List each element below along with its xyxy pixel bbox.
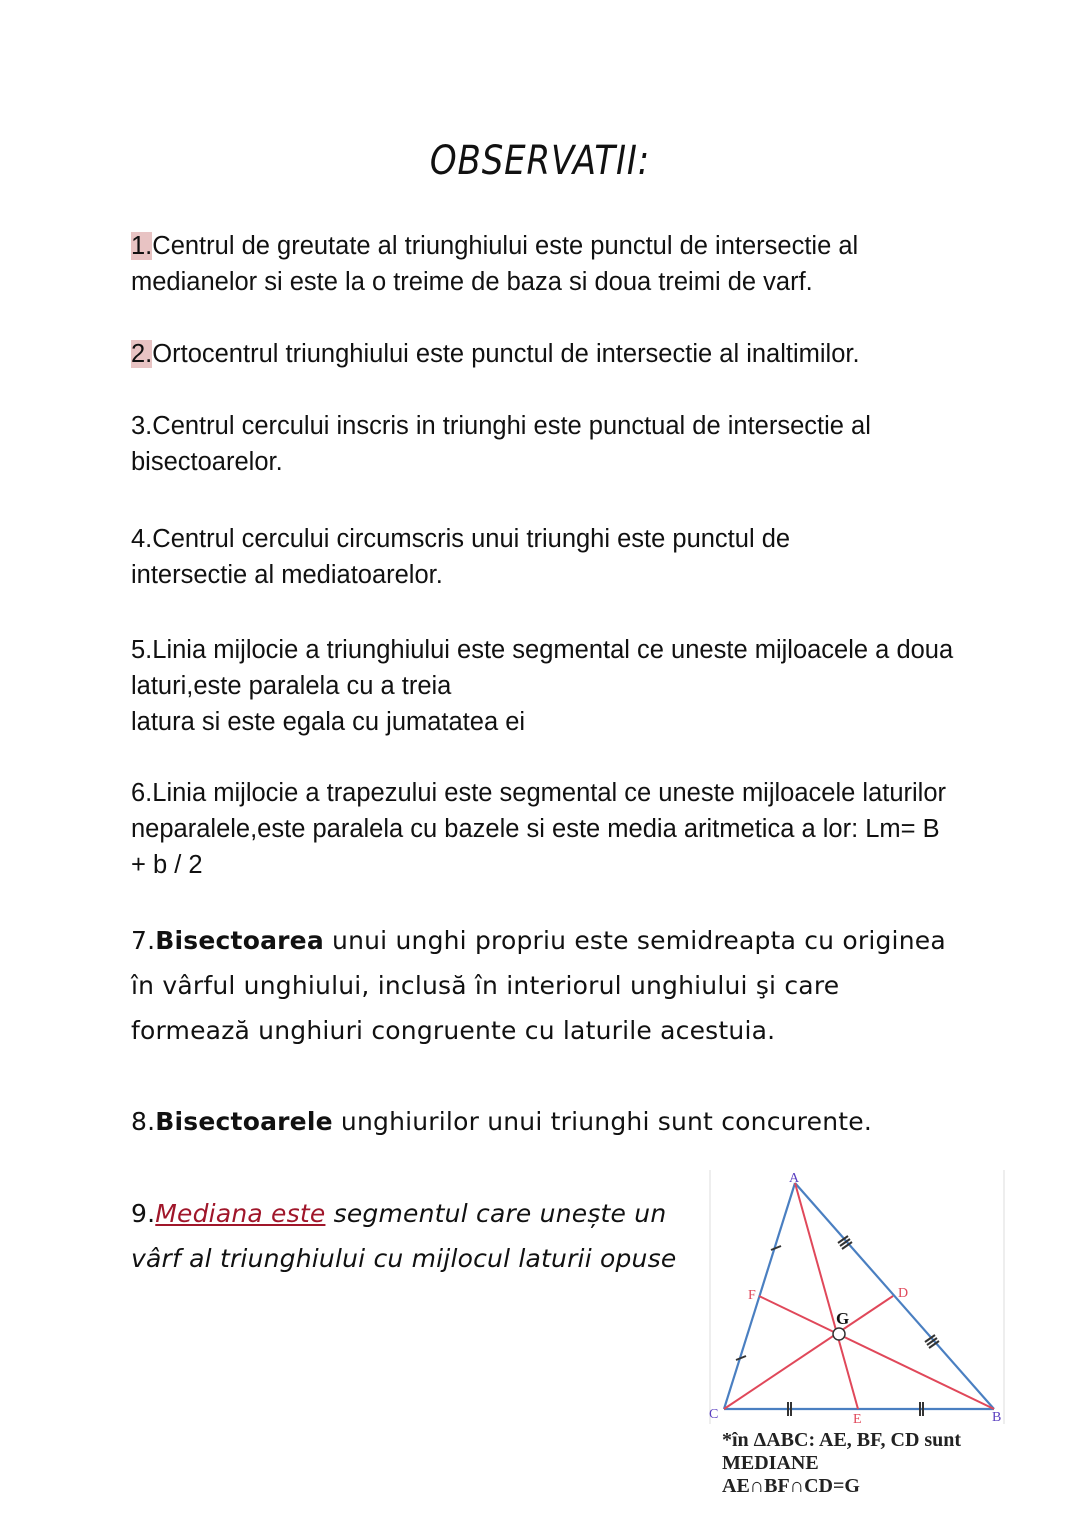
observation-5 xyxy=(131,632,961,740)
observation-4 xyxy=(131,521,891,593)
item-text: Linia mijlocie a trapezului este segmental ce uneste mijloacele laturilor neparalele,este paralela cu bazele si este media aritmetica a lor: Lm= B + b / 2 xyxy=(131,779,947,879)
caption-line: *în ΔABC: AE, BF, CD sunt xyxy=(722,1429,962,1451)
item-text: Centrul de greutate al triunghiului este punctul de intersectie al medianelor si este la o treime de baza si doua treimi de varf. xyxy=(131,232,859,296)
centroid-point xyxy=(833,1328,845,1340)
item-text: Centrul cercului circumscris unui triunghi este punctul de intersectie al mediatoarelor. xyxy=(131,525,791,589)
item-number: 2. xyxy=(131,340,153,368)
item-text: unui unghi propriu este semidreapta cu originea în vârful unghiului, inclusă în interiorul unghiului şi care formează unghiuri congruente cu laturile acestuia. xyxy=(131,926,946,1045)
label-c: C xyxy=(709,1407,719,1422)
observation-3 xyxy=(131,408,961,480)
observation-2 xyxy=(131,336,961,372)
item-text: Ortocentrul triunghiului este punctul de intersectie al inaltimilor. xyxy=(152,340,860,368)
caption-line: AE∩BF∩CD=G xyxy=(722,1475,860,1497)
medians xyxy=(724,1183,994,1409)
triangle-sides xyxy=(724,1183,994,1409)
label-f: F xyxy=(748,1288,756,1303)
item-text: Centrul cercului inscris in triunghi este punctual de intersectie al bisectoarelor. xyxy=(131,412,871,476)
item-number: 6. xyxy=(131,779,153,807)
median-triangle-figure xyxy=(708,1168,1006,1426)
label-g: G xyxy=(836,1309,850,1328)
item-bold-term: Bisectoarele xyxy=(155,1107,333,1136)
item-bold-term: Bisectoarea xyxy=(155,926,324,955)
observation-1 xyxy=(131,228,961,300)
item-text: Linia mijlocie a triunghiului este segmental ce uneste mijloacele a doua laturi,este paralela cu a treia xyxy=(131,636,954,700)
item-text-line2: latura si este egala cu jumatatea ei xyxy=(131,708,526,736)
label-a: A xyxy=(789,1171,800,1186)
label-e: E xyxy=(853,1412,862,1426)
item-number: 4. xyxy=(131,525,153,553)
observation-8 xyxy=(131,1099,961,1144)
item-number: 1. xyxy=(131,232,153,260)
item-number: 3. xyxy=(131,412,153,440)
observation-7 xyxy=(131,918,951,1053)
item-number: 5. xyxy=(131,636,153,664)
observation-6 xyxy=(131,775,951,883)
page-title: OBSERVATII: xyxy=(429,138,651,184)
item-number: 7. xyxy=(131,926,156,955)
mediana-link[interactable]: Mediana este xyxy=(155,1199,326,1228)
label-d: D xyxy=(898,1286,909,1301)
item-number: 9. xyxy=(131,1199,156,1228)
caption-line: MEDIANE xyxy=(722,1452,819,1474)
observation-9 xyxy=(131,1191,691,1281)
item-text: segmentul care unește un vârf al triunghiului cu mijlocul laturii opuse xyxy=(131,1199,677,1273)
label-b: B xyxy=(992,1410,1002,1425)
item-text: unghiurilor unui triunghi sunt concurente. xyxy=(332,1107,872,1136)
item-number: 8. xyxy=(131,1107,156,1136)
figure-caption xyxy=(722,1429,961,1498)
